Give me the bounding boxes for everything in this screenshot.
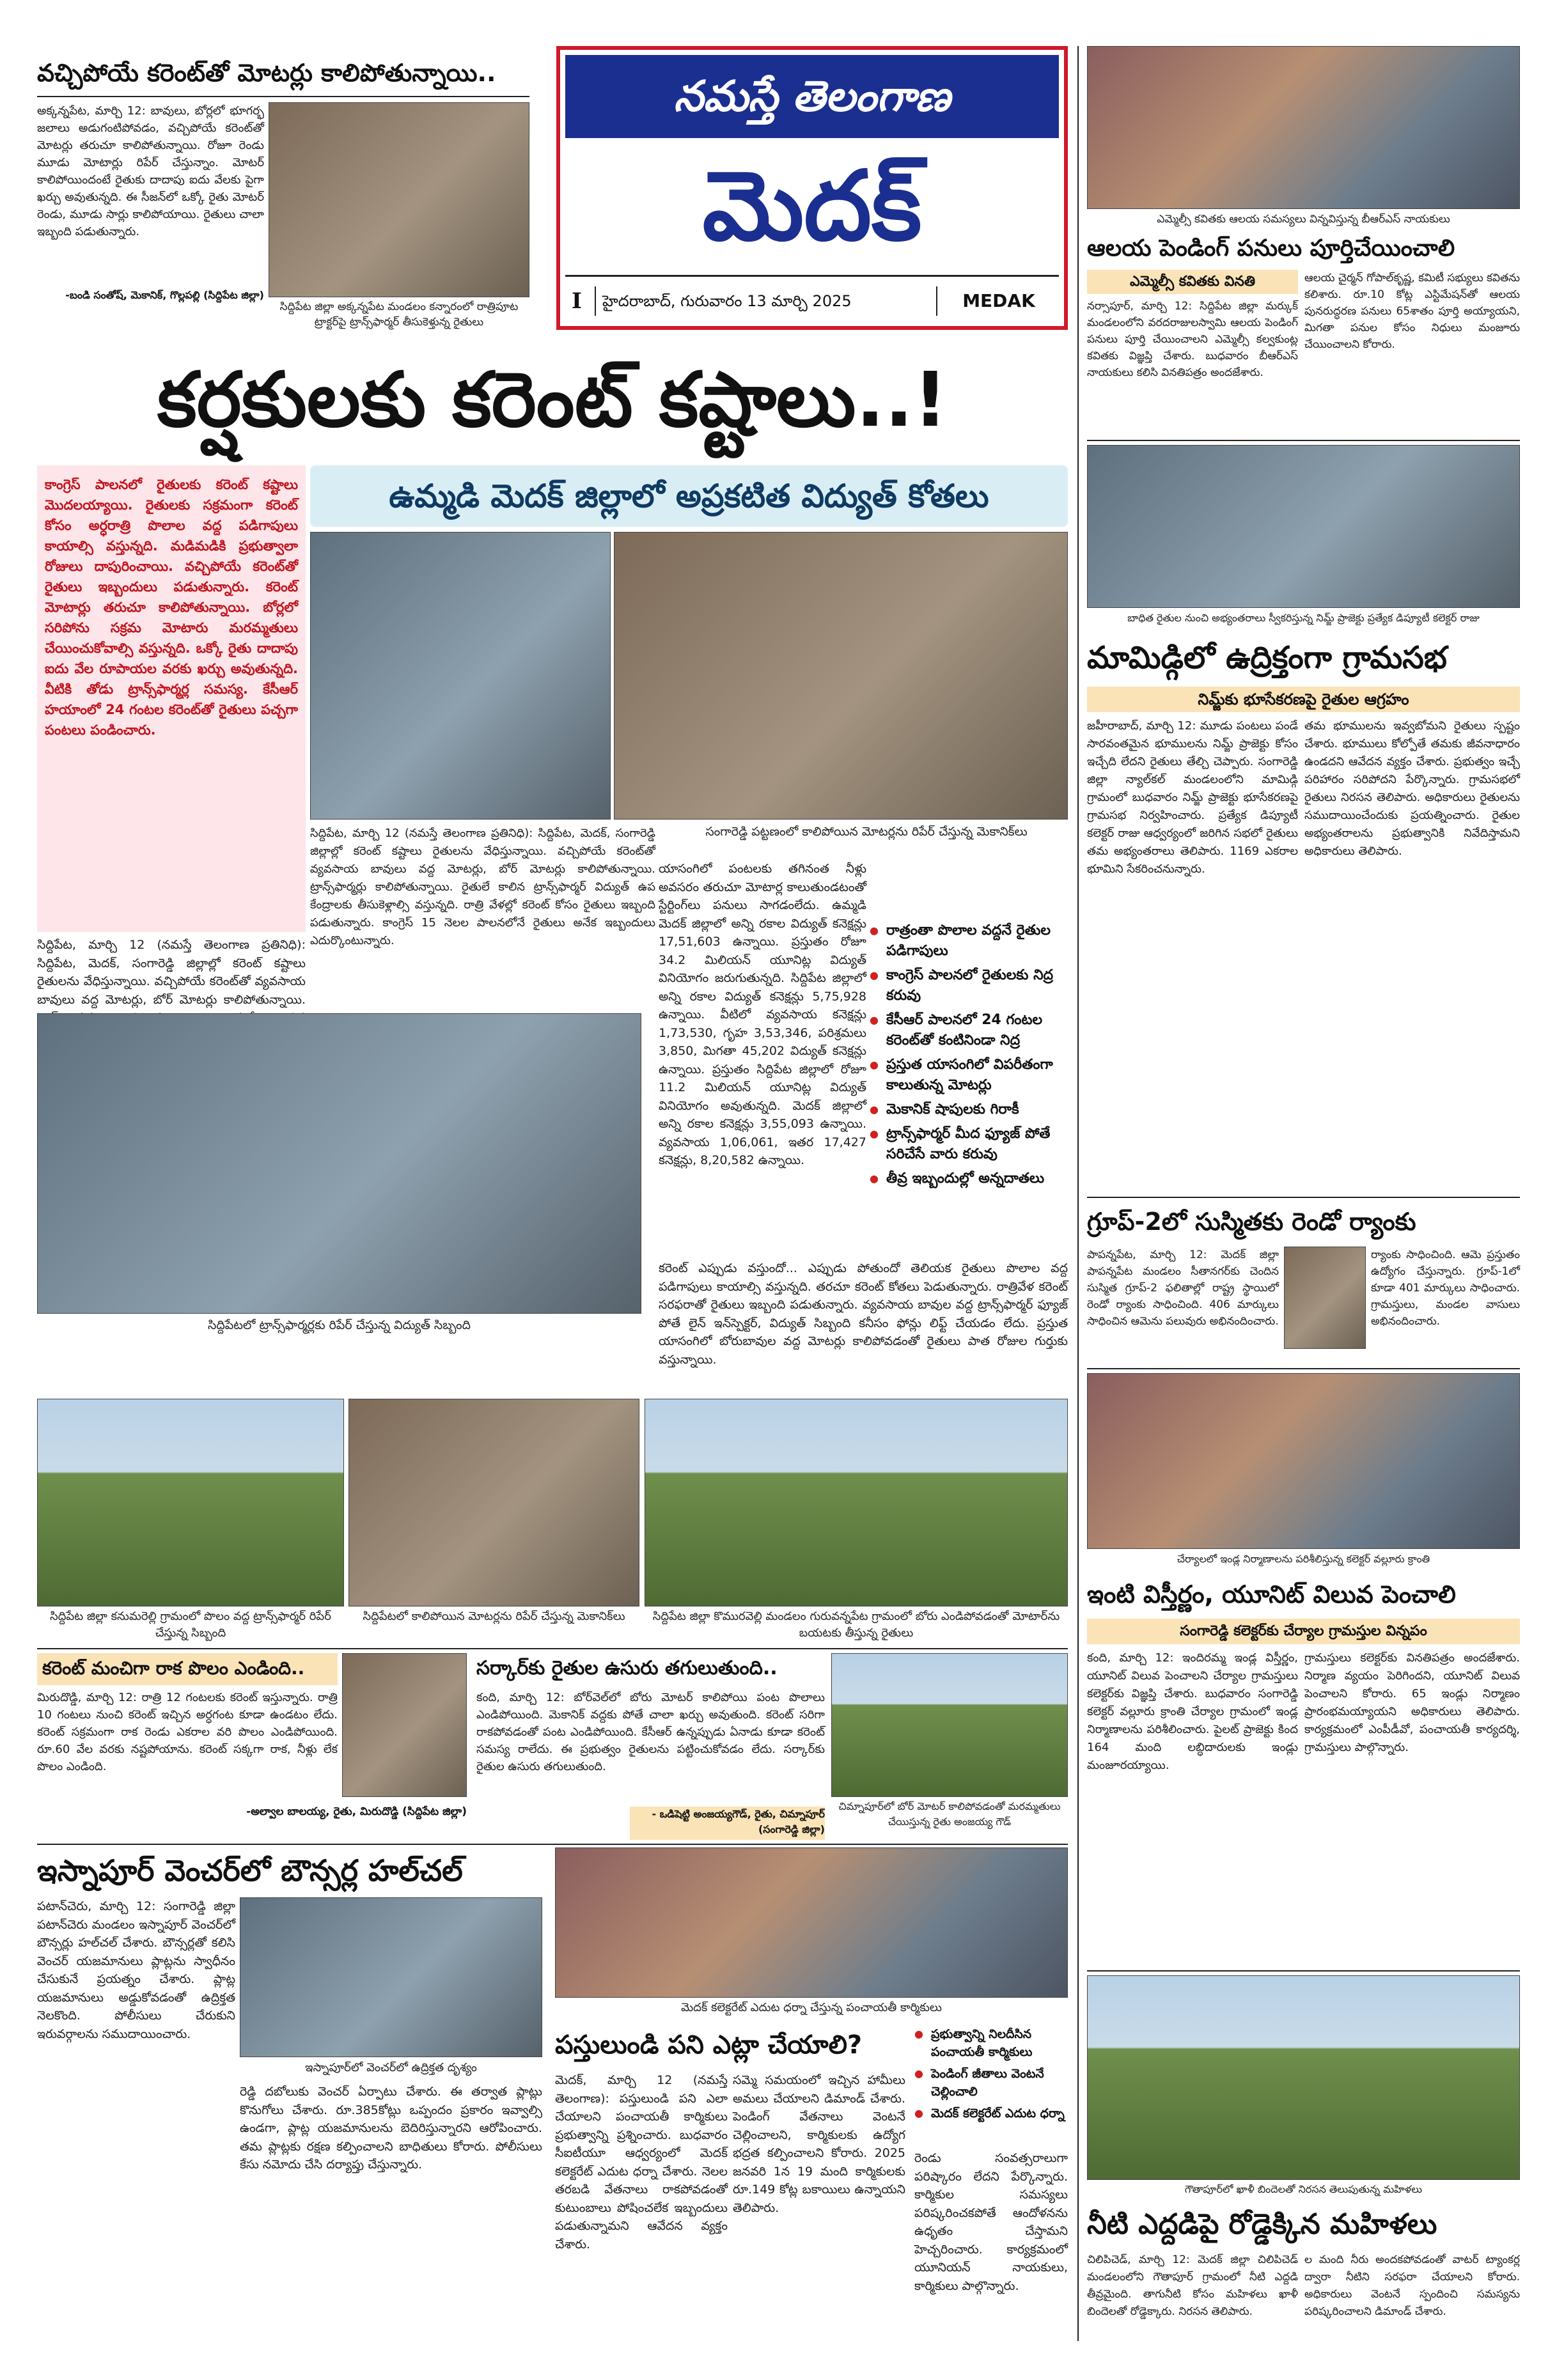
- masthead-brand-bar: [565, 55, 1059, 138]
- main-body-col1: సిద్దిపేట, మార్చి 12 (నమస్తే తెలంగాణ ప్రతినిధి): సిద్దిపేట, మెదక్, సంగారెడ్డి జిల్లాల్లో కరెంట్ కష్టాలు రైతులను వేధిస్తున్నాయి. వచ్చిపోయే కరెంట్‌తో వ్యవసాయ బావులు వద్ద మోటర్లు, బోర్ మోటర్లు కాలిపోతున్నాయి.: [37, 938, 306, 1007]
- workers-body-col3: రెండు సంవత్సరాలుగా పరిష్కారం లేదని పేర్కొన్నారు. కార్మికుల సమస్యలు పరిష్కరించకపోతే ఆందోళనను ఉధృతం చేస్తామని హెచ్చరించారు. కార్యక్రమంలో యూనియన్ నాయకులు, కార్మికులు పాల్గొన్నారు.: [914, 2151, 1068, 2293]
- right5-headline: నీటి ఎద్దడిపై రోడ్డెక్కిన మహిళలు: [1087, 2208, 1437, 2241]
- main-photo2-caption: సిద్దిపేటలో ట్రాన్స్‌ఫార్మర్లకు రిపేర్ చేస్తున్న విద్యుత్ సిబ్బంది: [208, 1318, 471, 1332]
- bullet-item: ● తీవ్ర ఇబ్బందుల్లో అన్నదాతలు: [870, 1169, 1068, 1189]
- dateline-bar: [565, 280, 1059, 322]
- right1-subhead: ఎమ్మెల్సీ కవితకు వినతి: [1087, 270, 1298, 294]
- dateline: హైదరాబాద్, గురువారం 13 మార్చి 2025: [602, 292, 852, 310]
- quote-left-portrait: [342, 1653, 467, 1797]
- main-intro-text: కాంగ్రెస్ పాలనలో రైతులకు కరెంట్ కష్టాలు మొదలయ్యాయి. రైతులకు సక్రమంగా కరెంట్ కోసం అర్ధరాత్రి పొలాల వద్ద పడిగాపులు కాయాల్సి వస్తున్నది. మడిమడికి ప్రభుత్వాలా రోజులు దాపురించాయి. వచ్చిపోయే కరెంట్‌తో రైతులు ఇబ్బందులు పడుతున్నారు. కరెంట్ మోటార్లు తరుచూ కాలిపోతున్నాయి. బోర్లలో సరిపోను సక్రమ మోటారు మరమ్మతులు చేయించుకోవాల్సి వస్తున్నది. ఒక్కో రైతు దాదాపు ఐదు వేల రూపాయల వరకు ఖర్చు అవుతున్నది. వీటికి తోడు ట్రాన్స్‌ఫార్మర్ల సమస్య. కేసీఆర్ హయాంలో 24 గంటల కరెంట్‌తో రైతులు పచ్చగా పంటలు పండించారు.: [45, 477, 298, 738]
- quote-mid-body: కంది, మార్చి 12: బోర్‌వెల్‌లో బోరు మోటర్ కాలిపోయి పంట పొలాలు ఎండిపోయింది. మెకానిక్ వద్దకు పోతే చాలా ఖర్చు అవుతుంది. కరెంట్ సరిగా రాకపోవడంతో పంట ఎండిపోయింది. కేసీఆర్ ఉన్నప్పుడు ఏనాడు కూడా కరెంట్ సమస్య రాలేదు. ఈ ప్రభుత్వం రైతులను పట్టించుకోవడం లేదు. సర్కార్‌కు రైతుల ఉసురు తగులుతుంది.: [476, 1691, 825, 1773]
- bullet-item: ● ట్రాన్స్‌ఫార్మర్ మీద ఫ్యూజ్ పోతే సరిచేసే వారు కరువు: [870, 1124, 1068, 1165]
- main-photo5-caption: సిద్దిపేట జిల్లా కొమురవెల్లి మండలం గురువన్నపేట గ్రామంలో బోరు ఎండిపోవడంతో మోటార్‌ను బయటకు తీస్తున్న రైతులు: [652, 1610, 1060, 1640]
- main-subhead-banner: [310, 465, 1068, 527]
- isnapur-headline: ఇస్నాపూర్ వెంచర్‌లో బౌన్సర్ల హల్‌చల్: [37, 1853, 463, 1888]
- main-photo-mechanics: [614, 532, 1068, 820]
- workers-photo-caption: మెదక్ కలెక్టరేట్ ఎదుట ధర్నా చేస్తున్న పంచాయతీ కార్మికులు: [681, 2001, 942, 2014]
- main-body-col2: యాసంగిలో పంటలకు తగినంత నీళ్లు అవసరం తరుచూ మోటార్ల కాలుతుండటంతో స్టేర్టింగ్‌లు పనులు సాగడంలేదు. ఉమ్మడి మెదక్ జిల్లాలో అన్ని రకాల విద్యుత్ కనెక్షన్లు 17,51,603 ఉన్నాయి. ప్రస్తుతం రోజూ 34.2 మిలియన్ యూనిట్ల విద్యుత్ వినియోగం జరుగుతున్నది. సిద్దిపేట జిల్లాలో అన్ని రకాల విద్యుత్ కనెక్షన్లు 5,75,928 ఉన్నాయి. వీటిలో వ్యవసాయ కనెక్షన్లు 1,73,530, గృహ 3,53,346, పరిశ్రమలు 3,850, మిగతా 45,202 విద్యుత్ కనెక్షన్లు ఉన్నాయి. ప్రస్తుతం సిద్దిపేట జిల్లాలో రోజూ 11.2 మిలియన్ యూనిట్ల విద్యుత్ వినియోగం అవుతున్నది. మెదక్ జిల్లాలో అన్ని రకాల కనెక్షన్లు 3,55,093 ఉన్నాయి. వ్యవసాయ 1,06,061, ఇతర 17,427 కనెక్షన్లు, 8,20,582 ఉన్నాయి.: [659, 862, 866, 1167]
- bullet-item: ● పెండింగ్ జీతాలు వెంటనే చెల్లించాలి: [914, 2065, 1068, 2101]
- isnapur-body-col1: పటాన్‌చెరు, మార్చి 12: సంగారెడ్డి జిల్లా పటాన్‌చెరు మండలం ఇస్నాపూర్ వెంచర్‌లో బౌన్సర్లు హల్‌చల్ చేశారు. బౌన్సర్లతో కలిసి వెంచర్ యజమానులు ప్లాట్లను స్వాధీనం చేసుకునే ప్రయత్నం చేశారు. ప్లాట్ల యజమానులు అడ్డుకోవడంతో ఉద్రిక్తత నెలకొంది. పోలీసులు చేరుకుని ఇరువర్గాలను సముదాయించారు.: [37, 1899, 235, 2041]
- right2-photo-caption: బాధిత రైతుల నుంచి అభ్యంతరాలు స్వీకరిస్తున్న నిమ్జ్ ప్రాజెక్టు ప్రత్యేక డిప్యూటీ కలెక్టర్ రాజు: [1127, 612, 1480, 624]
- right2-headline: మామిడ్గిలో ఉద్రిక్తంగా గ్రామసభ: [1087, 640, 1447, 676]
- edition-code: MEDAK: [962, 290, 1035, 311]
- right2-body-col1: జహీరాబాద్, మార్చి 12: మూడు పంటలు పండే సారవంతమైన భూములను నిమ్జ్ ప్రాజెక్టు కోసం ఇచ్చేది లేదని రైతులు తేల్చి చెప్పారు. సంగారెడ్డి జిల్లా న్యాల్‌కల్ మండలంలోని మామిడ్గి గ్రామంలో బుధవారం నిమ్జ్ ప్రాజెక్టు భూసేకరణపై గ్రామసభ నిర్వహించారు. ప్రత్యేక డిప్యూటీ కలెక్టర్ రాజు ఆధ్వర్యంలో జరిగిన సభలో రైతులు తమ అభ్యంతరాలు తెలిపారు. 1169 ఎకరాల భూమిని సేకరించనున్నారు.: [1087, 719, 1298, 876]
- right5-photo: [1087, 1975, 1520, 2180]
- quote-mid-headline: సర్కార్‌కు రైతుల ఉసురు తగులుతుంది..: [476, 1657, 778, 1679]
- right1-body-col2: ఆలయ చైర్మన్ గోపాల్‌కృష్ణ, కమిటీ సభ్యులు కవితను కలిశారు. రూ.10 కోట్ల ఎస్టిమేషన్‌తో ఆలయ పునరుద్ధరణ పనులు 65శాతం పూర్తి అయ్యాయని, మిగతా పనుల కోసం నిధులు మంజూరు చేయించాలని కోరారు.: [1304, 272, 1520, 351]
- workers-bullets: [914, 2025, 1068, 2147]
- quote-left-credit: -అల్వాల బాలయ్య, రైతు, మిరుదొడ్డి (సిద్దిపేట జిల్లా): [246, 1805, 467, 1818]
- right4-body-col1: కంది, మార్చి 12: ఇందిరమ్మ ఇండ్ల విస్తీర్ణం, యూనిట్ విలువ పెంచాలని చేర్యాల గ్రామస్తులు కలెక్టర్‌కు విజ్ఞప్తి చేశారు. బుధవారం సంగారెడ్డి కలెక్టర్ వల్లూరు క్రాంతి చేర్యాల గ్రామంలో ఇండ్ల నిర్మాణాలను పరిశీలించారు. పైలట్ ప్రాజెక్టు కింద 164 మంది లబ్ధిదారులకు ఇండ్లు మంజూరయ్యాయి.: [1087, 1651, 1298, 1772]
- issue-marker: I: [572, 288, 582, 314]
- right5-body-col1: చిలిపిచెడ్, మార్చి 12: మెదక్ జిల్లా చిలిపిచెడ్ మండలంలోని గౌతాపూర్ గ్రామంలో నీటి ఎద్దడి తీవ్రమైంది. తాగునీటి కోసం మహిళలు ఖాళీ బిందెలతో రోడ్డెక్కారు. నిరసన తెలిపారు.: [1087, 2253, 1298, 2318]
- isnapur-photo-caption: ఇస్నాపూర్‌లో వెంచర్‌లో ఉద్రిక్తత దృశ్యం: [305, 2061, 477, 2074]
- right2-photo: [1087, 445, 1520, 608]
- main-photo-motor-repair: [348, 1399, 639, 1606]
- right1-photo-caption: ఎమ్మెల్సీ కవితకు ఆలయ సమస్యలు విన్నవిస్తున్న బీఆర్‌ఎస్ నాయకులు: [1157, 213, 1450, 226]
- right1-photo: [1087, 46, 1520, 209]
- main-photo-borewell: [645, 1399, 1068, 1606]
- story-top-left-caption: సిద్దిపేట జిల్లా అక్కన్నపేట మండలం కన్నారంలో రాత్రిపూట ట్రాక్టర్‌పై ట్రాన్స్‌ఫార్మర్ తీసుకెళ్తున్న రైతులు: [279, 300, 519, 329]
- isnapur-photo: [240, 1897, 542, 2057]
- right2-body-col2: తమ భూములను ఇవ్వబోమని రైతులు స్పష్టం చేశారు. భూములు కోల్పోతే తమకు జీవనాధారం ఉండదని ఆవేదన వ్యక్తం చేశారు. ప్రభుత్వం ఇచ్చే పరిహారం సరిపోదని పేర్కొన్నారు. గ్రామసభలో రైతులు నిరసన తెలిపారు. అధికారులు రైతులను సముదాయించేందుకు ప్రయత్నించారు. రైతుల అభ్యంతరాలను ప్రభుత్వానికి నివేదిస్తామని అధికారులు తెలిపారు.: [1304, 719, 1520, 858]
- bullet-item: ● ప్రభుత్వాన్ని నిలదీసిన పంచాయతీ కార్మికులు: [914, 2025, 1068, 2061]
- workers-headline: పస్తులుండి పని ఎట్లా చేయాలి?: [555, 2030, 863, 2060]
- bullet-item: ● మెదక్ కలెక్టరేట్ ఎదుట ధర్నా: [914, 2104, 1068, 2122]
- quote-left-body: మిరుదొడ్డి, మార్చి 12: రాత్రి 12 గంటలకు కరెంట్ ఇస్తున్నారు. రాత్రి 10 గంటలు నుంచి కరెంట్ ఇచ్చిన అర్ధగంట కూడా ఉండటం లేదు. కరెంట్ సక్రమంగా రాక రెండు ఎకరాల వరి పొలం ఎండిపోయింది. రూ.60 వేల వరకు నష్టపోయాను. కరెంట్ సక్కగా రాక, నీళ్లు లేక పొలం ఎండింది.: [37, 1691, 338, 1773]
- main-headline: కర్షకులకు కరెంట్ కష్టాలు..!: [157, 355, 948, 444]
- main-photo-transformer: [37, 1013, 641, 1314]
- right4-body-col2: గ్రామస్తులు కలెక్టర్‌కు వినతిపత్రం అందజేశారు. నిర్మాణ వ్యయం పెరిగిందని, యూనిట్ విలువ పెంచాలని కోరారు. 65 ఇండ్లు నిర్మాణం ప్రారంభమయ్యాయని అధికారులు తెలిపారు. కార్యక్రమంలో ఎంపీడీవో, పంచాయతీ కార్యదర్శి, గ్రామస్తులు పాల్గొన్నారు.: [1304, 1651, 1520, 1754]
- right3-portrait: [1284, 1247, 1366, 1349]
- main-bullets: [870, 921, 1068, 1234]
- story-top-left-credit: -బండి సంతోష్, మెకానిక్, గొల్లపల్లి (సిద్దిపేట జిల్లా): [65, 289, 264, 301]
- workers-body-col1: మెదక్, మార్చి 12 (నమస్తే తెలంగాణ): పస్తులుండి పని ఎలా చేయాలని పంచాయతీ కార్మికులు ప్రభుత్వాన్ని ప్రశ్నించారు. బుధవారం సీఐటీయూ ఆధ్వర్యంలో మెదక్ కలెక్టరేట్ ఎదుట ధర్నా చేశారు. నెలల తరబడి వేతనాలు రాకపోవడంతో కుటుంబాలు పోషించలేక ఇబ్బందులు పడుతున్నామని ఆవేదన వ్యక్తం చేశారు.: [555, 2073, 728, 2252]
- masthead: [556, 46, 1068, 330]
- main-body-col3: కరెంట్ ఎప్పుడు వస్తుందో... ఎప్పుడు పోతుందో తెలియక రైతులు పొలాల వద్ద పడిగాపులు కాయాల్సి వస్తున్నది. తరచూ కరెంట్ కోతలు పెడుతున్నారు. రాత్రివేళ కరెంట్ సరఫరాతో రైతులు ఇబ్బంది పడుతున్నారు. వ్యవసాయ బావుల వద్ద ట్రాన్స్‌ఫార్మర్ ఫ్యూజ్ పోతే లైన్ ఇన్‌స్పెక్టర్, విద్యుత్ సిబ్బంది కనీసం ఫోన్లు లిఫ్ట్ చేయడం లేదు. ప్రస్తుత యాసంగిలో బోరుబావుల వద్ద మోటర్లు కాలిపోవడంతో రైతులు పాత రోజుల గుర్తుకు వస్తున్నాయి.: [659, 1261, 1068, 1367]
- quote-mid-credit: - ఒడిషెట్టి అంజయ్యగౌడ్, రైతు, చిమ్నాపూర్ (సంగారెడ్డి జిల్లా): [630, 1807, 825, 1840]
- quote-mid-photo: [831, 1653, 1068, 1797]
- story-top-left-headline: వచ్చిపోయే కరెంట్‌తో మోటర్లు కాలిపోతున్నాయి..: [37, 59, 496, 87]
- right5-photo-caption: గౌతాపూర్‌లో ఖాళీ బిందెలతో నిరసన తెలుపుతున్న మహిళలు: [1184, 2183, 1423, 2195]
- bullet-item: ● మెకానిక్ షాపులకు గిరాకీ: [870, 1100, 1068, 1120]
- right1-headline: ఆలయ పెండింగ్ పనులు పూర్తిచేయించాలి: [1087, 235, 1455, 261]
- right4-photo-caption: చేర్యాలలో ఇండ్ల నిర్మాణాలను పరిశీలిస్తున్న కలెక్టర్ వల్లూరు క్రాంతి: [1177, 1553, 1430, 1565]
- quote-left-headline: కరెంట్ మంచిగా రాక పొలం ఎండింది..: [37, 1653, 338, 1685]
- right2-subhead: నిమ్జ్‌కు భూసేకరణపై రైతుల ఆగ్రహం: [1087, 687, 1520, 712]
- bullet-item: ● రాత్రంతా పొలాల వద్దనే రైతుల పడిగాపులు: [870, 921, 1068, 961]
- right4-subhead: సంగారెడ్డి కలెక్టర్‌కు చేర్యాల గ్రామస్తుల విన్నపం: [1087, 1619, 1520, 1644]
- right3-body-col1: పాపన్నపేట, మార్చి 12: మెదక్ జిల్లా పాపన్నపేట మండలం సీతానగర్‌కు చెందిన సుస్మిత గ్రూప్-2 ఫలితాల్లో రాష్ట్ర స్థాయిలో రెండో ర్యాంకు సాధించింది. 406 మార్కులు సాధించిన ఆమెను పలువురు అభినందించారు.: [1087, 1248, 1279, 1328]
- main-photo4-caption: సిద్దిపేటలో కాలిపోయిన మోటర్లను రిపేర్ చేస్తున్న మెకానిక్‌లు: [363, 1610, 625, 1623]
- quote-mid-photo-caption: చిమ్నాపూర్‌లో బోర్ మోటర్ కాలిపోవడంతో మరమ్మతులు చేయిస్తున్న రైతు అంజయ్య గౌడ్: [838, 1800, 1061, 1828]
- paper-name: నమస్తే తెలంగాణ: [673, 72, 951, 121]
- right4-photo: [1087, 1373, 1520, 1549]
- main-photo-pole: [37, 1399, 344, 1606]
- bullet-item: ● కేసీఆర్ పాలనలో 24 గంటల కరెంట్‌తో కంటినిండా నిద్ర: [870, 1010, 1068, 1051]
- main-photo1-caption: సంగారెడ్డి పట్టణంలో కాలిపోయిన మోటర్లను రిపేర్ చేస్తున్న మెకానిక్‌లు: [705, 825, 1028, 839]
- right5-body-col2: ల మంది నీరు అందకపోవడంతో వాటర్ ట్యాంకర్ల ద్వారా నీటిని సరఫరా చేయాలని కోరారు. అధికారులు వెంటనే స్పందించి సమస్యను పరిష్కరించాలని డిమాండ్ చేశారు.: [1304, 2253, 1520, 2318]
- right1-body-col1: నర్సాపూర్, మార్చి 12: సిద్దిపేట జిల్లా మర్కుక్ మండలంలోని వరదరాజులస్వామి ఆలయ పెండింగ్ పనులు పూర్తి చేయించాలని ఎమ్మెల్సీ కల్వకుంట్ల కవితకు విజ్ఞప్తి చేశారు. బుధవారం బీఆర్‌ఎస్ నాయకులు కలిసి వినతిపత్రం అందజేశారు.: [1087, 300, 1298, 379]
- right4-headline: ఇంటి విస్తీర్ణం, యూనిట్ విలువ పెంచాలి: [1087, 1580, 1456, 1608]
- main-body-col1b: సిద్దిపేట, మార్చి 12 (నమస్తే తెలంగాణ ప్రతినిధి): సిద్దిపేట, మెదక్, సంగారెడ్డి జిల్లాల్లో కరెంట్ కష్టాలు రైతులను వేధిస్తున్నాయి. వచ్చిపోయే కరెంట్‌తో వ్యవసాయ బావులు వద్ద మోటర్లు, బోర్ మోటర్లు కాలిపోతున్నాయి. ట్రాన్స్‌ఫార్మర్లు కాలిపోతున్నాయి. రైతులే కాలిన ట్రాన్స్‌ఫార్మర్ విద్యుత్ ఉప కేంద్రాలకు తీసుకెళ్లాల్సి వస్తున్నది. రాత్రి వేళల్లో కరెంట్ కోసం రైతులు ఇబ్బంది పడుతున్నారు. కాంగ్రెస్ 15 నెలల పాలనలోనే రైతులు అనేక ఇబ్బందులు ఎదుర్కొంటున్నారు.: [310, 827, 655, 947]
- right3-headline: గ్రూప్-2లో సుస్మితకు రెండో ర్యాంకు: [1087, 1208, 1416, 1236]
- workers-body-col2: సమ్మె సమయంలో ఇచ్చిన హామీలు అమలు చేయాలని డిమాండ్ చేశారు. పెండింగ్ వేతనాలు వెంటనే చెల్లించాలని, కార్మికులకు ఉద్యోగ భద్రత కల్పించాలని కోరారు. 2025 జనవరి 1న 19 మంది కార్మికులకు రూ.149 కోట్ల బకాయిలు ఉన్నాయని తెలిపారు.: [733, 2073, 905, 2215]
- bullet-item: ● కాంగ్రెస్ పాలనలో రైతులకు నిద్ర కరువు: [870, 965, 1068, 1006]
- story-top-left-photo: [269, 102, 529, 297]
- edition-name: మెదక్: [702, 151, 922, 262]
- main-photo3-caption: సిద్దిపేట జిల్లా కనుమరెల్లి గ్రామంలో పొలం వద్ద ట్రాన్స్‌ఫార్మర్ రిపేర్ చేస్తున్న సిబ్బంది: [50, 1610, 331, 1640]
- main-photo-shop: [310, 532, 611, 820]
- workers-photo: [555, 1847, 1068, 1998]
- story-top-left-body: అక్కన్నపేట, మార్చి 12: బావులు, బోర్లలో భూగర్భ జలాలు అడుగంటిపోవడం, వచ్చిపోయే కరెంట్‌తో మోటర్లు తరుచూ కాలిపోతున్నాయి. రోజూ రెండు మూడు మోటార్లు రిపేర్ చేస్తున్నాం. మోటర్ కాలిపోయిందంటే రైతుకు దాదాపు ఐదు వేలకు పైగా ఖర్చు అవుతున్నది. ఈ సీజన్‌లో ఒక్కో రైతు మోటర్ రెండు, మూడు సార్లు కాలిపోయాయి. రైతులు చాలా ఇబ్బంది పడుతున్నారు.: [37, 104, 264, 238]
- isnapur-body-col2: రెడ్డి దబోలుకు వెంచర్ ఏర్పాటు చేశారు. ఈ తర్వాత ప్లాట్లు కొనుగోలు చేశారు. రూ.385కోట్లు ఒప్పందం ప్రకారం ఇవ్వాల్సి ఉండగా, ప్లాట్ల యజమానులను బెదిరిస్తున్నారని ఆరోపించారు. తమ ప్లాట్లకు రక్షణ కల్పించాలని బాధితులు కోరారు. పోలీసులు కేసు నమోదు చేసి దర్యాప్తు చేస్తున్నారు.: [240, 2085, 542, 2172]
- main-subhead: ఉమ్మడి మెదక్ జిల్లాలో అప్రకటిత విద్యుత్ కోతలు: [389, 478, 989, 515]
- main-intro-box: [37, 465, 306, 932]
- right3-body-col2: ర్యాంకు సాధించింది. ఆమె ప్రస్తుతం ఉద్యోగం చేస్తున్నారు. గ్రూప్-1లో కూడా 401 మార్కులు సాధించారు. గ్రామస్తులు, మండల వాసులు అభినందించారు.: [1371, 1248, 1520, 1328]
- bullet-item: ● ప్రస్తుత యాసంగిలో విపరీతంగా కాలుతున్న మోటర్లు: [870, 1055, 1068, 1096]
